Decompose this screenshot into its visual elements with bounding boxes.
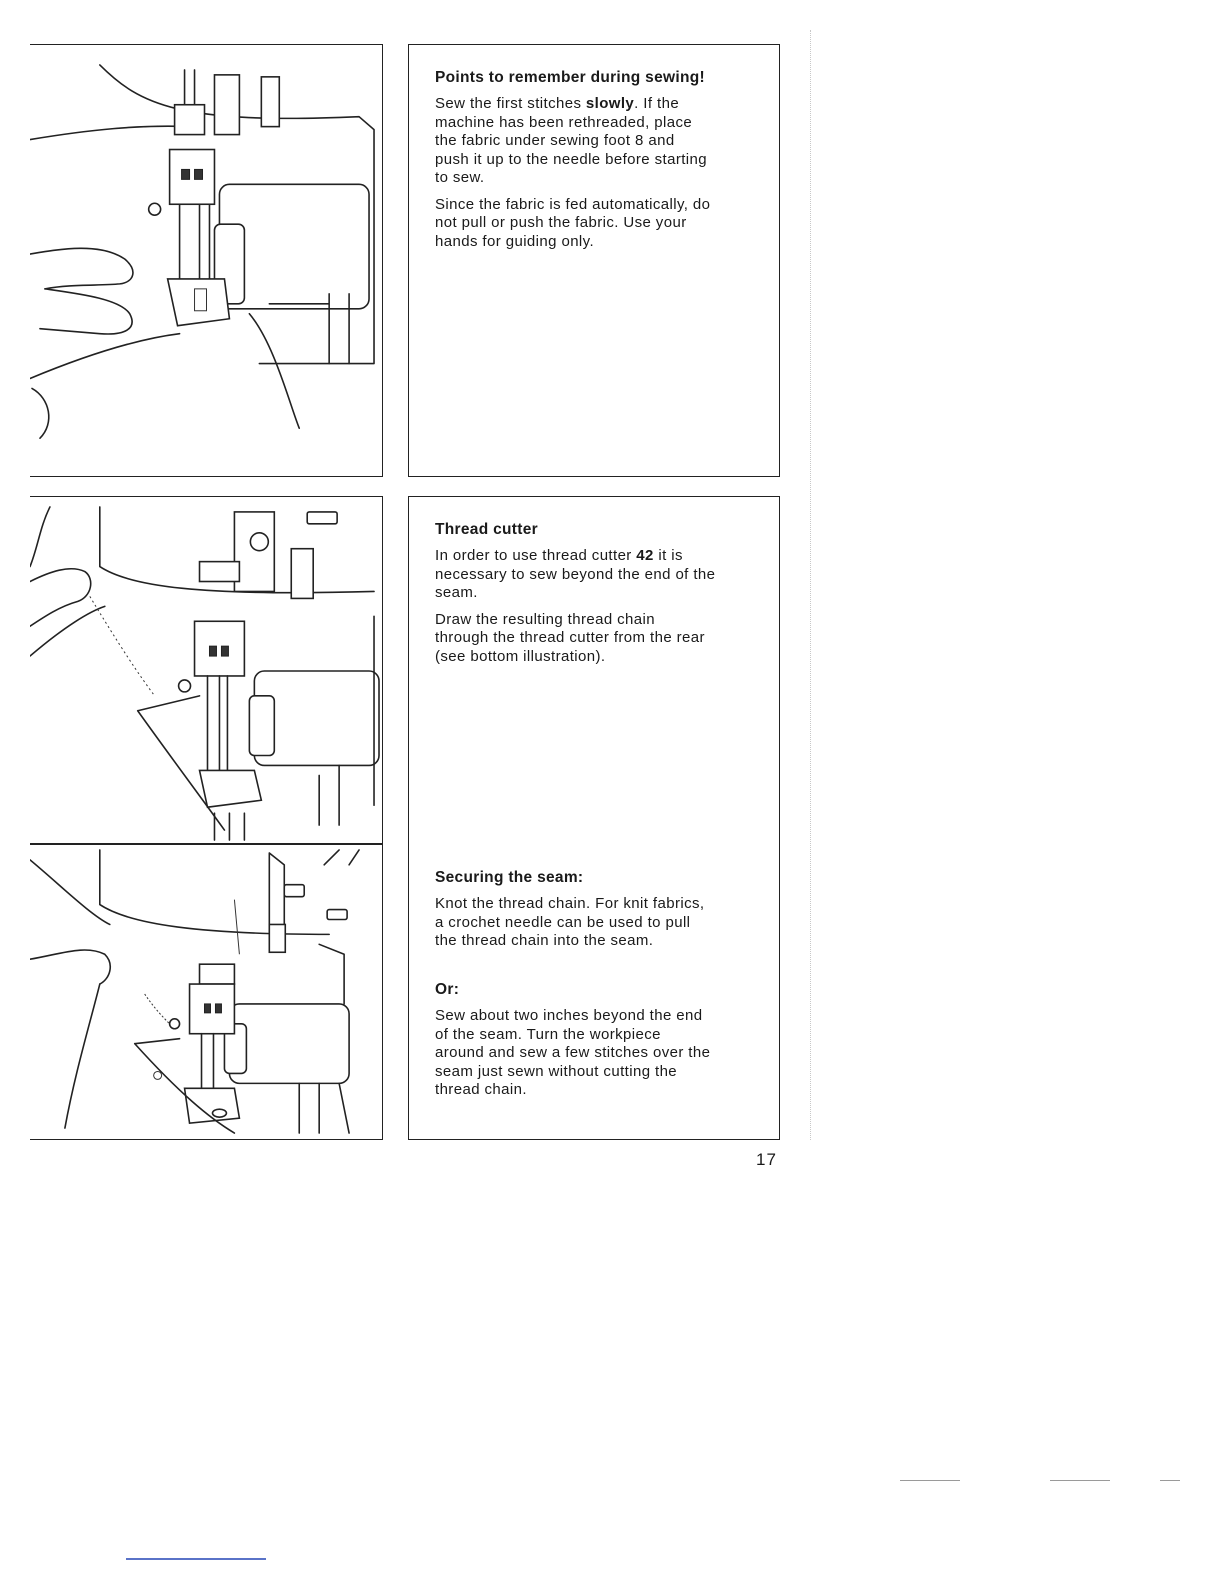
scan-speck-1 (900, 1480, 960, 1481)
points-paragraph-1: Sew the first stitches slowly. If the machine has been rethreaded, place the fabric under sewing foot 8 and push it up to the needle before starting to sew. (435, 95, 708, 186)
illustration-sewing-beyond-seam (30, 496, 383, 844)
illustration-thread-cutter (30, 844, 383, 1140)
illustration-guiding-fabric (30, 44, 383, 477)
page-number: 17 (756, 1150, 777, 1169)
thread-cutter-heading: Thread cutter (435, 521, 538, 538)
or-heading: Or: (435, 981, 460, 998)
sewing-machine-illustration-2 (30, 497, 382, 843)
scan-blue-line (126, 1558, 266, 1560)
thread-cutter-paragraph-1: In order to use thread cutter 42 it is necessary to sew beyond the end of the seam. (435, 547, 716, 601)
scan-speck-3 (1160, 1480, 1180, 1481)
points-to-remember-box (408, 44, 780, 477)
thread-cutter-box (408, 496, 780, 1140)
scan-speck-2 (1050, 1480, 1110, 1481)
sewing-machine-illustration-3 (30, 845, 382, 1139)
points-heading: Points to remember during sewing! (435, 69, 705, 86)
scan-edge-mark (810, 30, 812, 1140)
thread-cutter-paragraph-2: Draw the resulting thread chain through the thread cutter from the rear (see bottom illustration). (435, 610, 705, 665)
securing-seam-paragraph: Knot the thread chain. For knit fabrics, a crochet needle can be used to pull the thread chain into the seam. (435, 895, 705, 949)
sewing-machine-illustration-1 (30, 45, 382, 476)
securing-seam-heading: Securing the seam: (435, 869, 584, 886)
points-paragraph-2: Since the fabric is fed automatically, do not pull or push the fabric. Use your hands for guiding only. (435, 195, 711, 250)
or-paragraph: Sew about two inches beyond the end of the seam. Turn the workpiece around and sew a few stitches over the seam just sewn without cutting the thread chain. (435, 1007, 711, 1098)
